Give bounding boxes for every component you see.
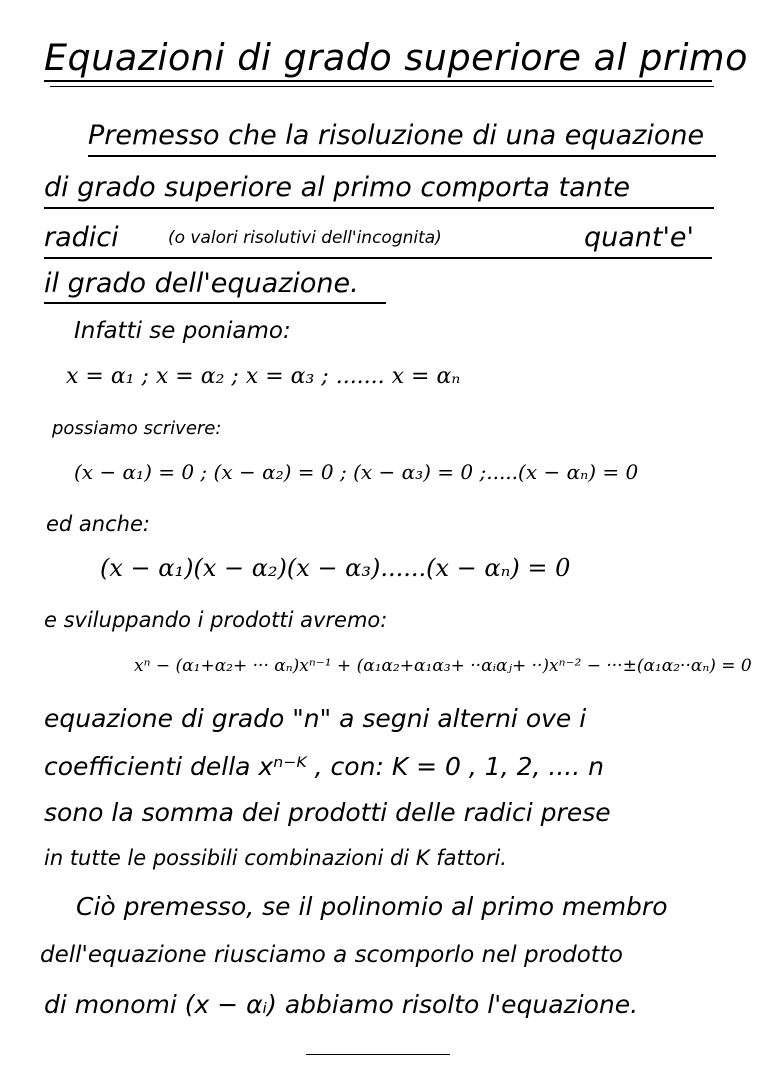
intro-line-2-underline xyxy=(44,207,714,209)
intro-line-3-underline xyxy=(44,257,712,259)
polynomial-line: xⁿ − (α₁+α₂+ ··· αₙ)xⁿ⁻¹ + (α₁α₂+α₁α₃+ ··αᵢαⱼ+ ··)xⁿ⁻² − ···±(α₁α₂··αₙ) = 0 xyxy=(134,656,752,676)
page-title: Equazioni di grado superiore al primo xyxy=(44,36,748,79)
possiamo-text: possiamo scrivere: xyxy=(52,418,222,439)
sviluppando-text: e sviluppando i prodotti avremo: xyxy=(44,608,388,632)
footer-divider xyxy=(306,1054,450,1055)
intro-line-3-parenthetical: (o valori risolutivi dell'incognita) xyxy=(168,228,442,248)
explanation-line-1: equazione di grado "n" a segni alterni ove i xyxy=(44,704,587,733)
ed-anche-text: ed anche: xyxy=(46,512,150,536)
conclusion-line-3: di monomi (x − αᵢ) abbiamo risolto l'equazione. xyxy=(44,990,639,1019)
conclusion-line-1: Ciò premesso, se il polinomio al primo membro xyxy=(76,892,668,921)
intro-line-4: il grado dell'equazione. xyxy=(44,268,359,299)
factors-line: (x − α₁) = 0 ; (x − α₂) = 0 ; (x − α₃) = 0 ;.....(x − αₙ) = 0 xyxy=(74,460,639,484)
intro-line-1-underline xyxy=(88,155,716,157)
explanation-line-2: coefficienti della xⁿ⁻ᴷ , con: K = 0 , 1, 2, .... n xyxy=(44,752,604,781)
product-line: (x − α₁)(x − α₂)(x − α₃)......(x − αₙ) = 0 xyxy=(100,554,571,582)
intro-line-2: di grado superiore al primo comporta tante xyxy=(44,172,630,203)
intro-line-4-underline xyxy=(44,302,386,304)
infatti-text: Infatti se poniamo: xyxy=(74,318,291,344)
title-underline-2 xyxy=(50,86,714,87)
intro-line-3-quante: quant'e' xyxy=(584,222,694,253)
conclusion-line-2: dell'equazione riusciamo a scomporlo nel prodotto xyxy=(40,942,623,968)
explanation-line-4: in tutte le possibili combinazioni di K fattori. xyxy=(44,846,507,870)
title-underline xyxy=(44,80,712,82)
intro-line-3-radici: radici xyxy=(44,222,119,253)
roots-line: x = α₁ ; x = α₂ ; x = α₃ ; ....... x = αₙ xyxy=(66,364,461,389)
explanation-line-3: sono la somma dei prodotti delle radici prese xyxy=(44,798,611,827)
intro-line-1: Premesso che la risoluzione di una equazione xyxy=(88,120,705,151)
